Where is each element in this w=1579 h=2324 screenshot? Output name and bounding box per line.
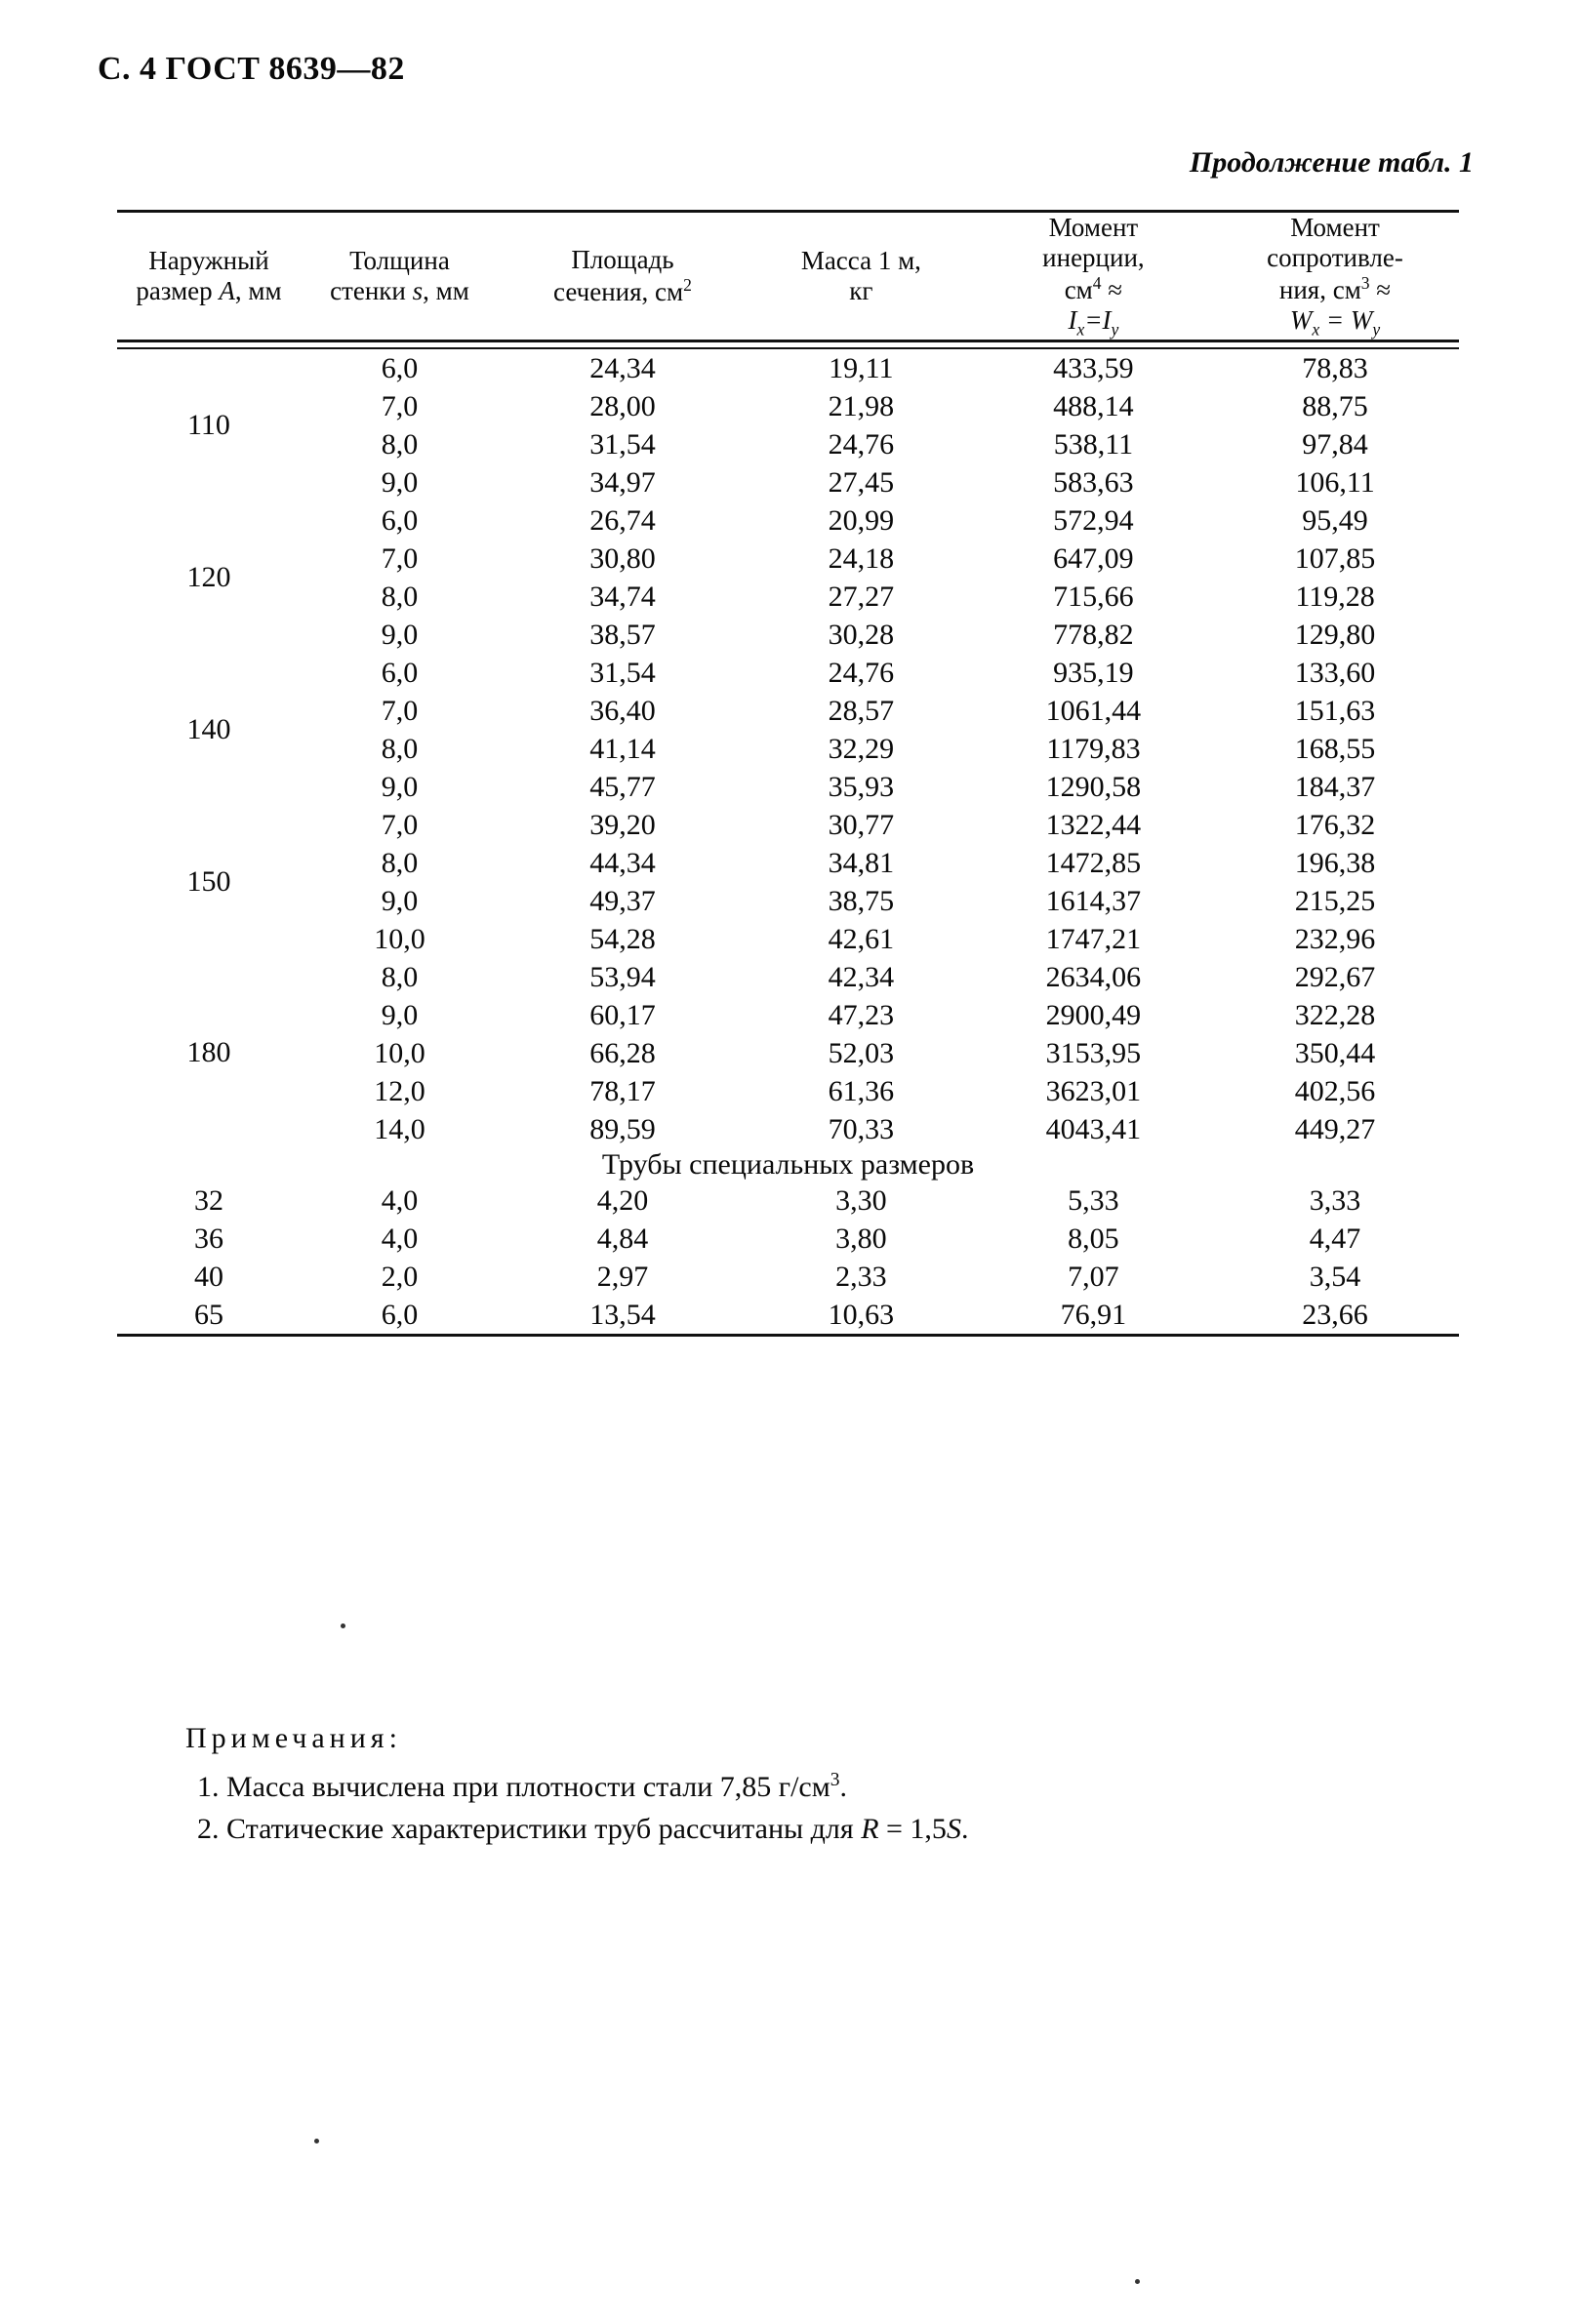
cell-inertia-list: 2634,06 2900,49 3153,95 3623,01 4043,41 bbox=[1045, 960, 1142, 1145]
header-moment-inertia-line3: $см^4$ ≈ bbox=[1064, 273, 1123, 305]
cell-resistance-list: 95,49 107,85 119,28 129,80 bbox=[1294, 503, 1376, 651]
cell-area-list: 31,54 36,40 41,14 45,77 bbox=[589, 656, 656, 803]
header-moment-inertia bbox=[976, 212, 1211, 306]
cell-outer-size: 110 bbox=[187, 408, 230, 441]
cell-inertia-list: 1322,44 1472,85 1614,37 1747,21 bbox=[1045, 808, 1142, 955]
header-wall-thickness-line2: стенки s, мм bbox=[330, 275, 469, 305]
cell-area-list: 4,20 4,84 2,97 13,54 bbox=[589, 1183, 656, 1331]
subheader-wx-wy: $W_x = W_y$ bbox=[1289, 305, 1381, 340]
cell-outer-size-list: 32 36 40 65 bbox=[193, 1183, 223, 1331]
pipe-specification-table bbox=[117, 210, 1459, 1337]
cell-outer-size: 120 bbox=[186, 560, 231, 593]
cell-mass-list: 42,34 47,23 52,03 61,36 70,33 bbox=[828, 960, 895, 1145]
header-moment-resistance-line2: сопротивле- bbox=[1267, 243, 1403, 273]
cell-resistance-list: 133,60 151,63 168,55 184,37 bbox=[1294, 656, 1376, 803]
notes-section bbox=[185, 1717, 968, 1851]
table-row bbox=[117, 654, 1459, 806]
header-section-area-line2: сечения, $см^2$ bbox=[553, 274, 692, 306]
scan-artifact-dot bbox=[314, 2139, 319, 2144]
cell-wall-thickness-list: 7,0 8,0 9,0 10,0 bbox=[374, 808, 425, 955]
cell-mass-list: 30,77 34,81 38,75 42,61 bbox=[828, 808, 895, 955]
table-row bbox=[117, 348, 1459, 501]
page-header: С. 4 ГОСТ 8639—82 bbox=[98, 51, 405, 87]
header-moment-inertia-line2: инерции, bbox=[1042, 243, 1145, 273]
cell-mass-list: 3,30 3,80 2,33 10,63 bbox=[828, 1183, 895, 1331]
header-outer-size bbox=[117, 212, 301, 341]
cell-resistance-list: 176,32 196,38 215,25 232,96 bbox=[1294, 808, 1376, 955]
header-moment-resistance bbox=[1211, 212, 1459, 306]
header-section-area bbox=[499, 212, 747, 341]
cell-resistance-list: 3,33 4,47 3,54 23,66 bbox=[1302, 1183, 1368, 1331]
subheader-ix-iy: $I_x=I_y$ bbox=[1068, 305, 1119, 340]
cell-area-list: 39,20 44,34 49,37 54,28 bbox=[589, 808, 656, 955]
specification-table-wrapper bbox=[117, 210, 1459, 1337]
cell-outer-size: 180 bbox=[186, 1036, 231, 1069]
header-mass-line2: кг bbox=[849, 275, 873, 305]
note-item-1: 1. Масса вычислена при плотности стали 7,85 $г/см^3$. bbox=[197, 1769, 847, 1803]
table-header-row bbox=[117, 212, 1459, 306]
header-wall-thickness-line1: Толщина bbox=[349, 245, 450, 275]
cell-mass-list: 20,99 24,18 27,27 30,28 bbox=[828, 503, 895, 651]
special-sizes-band-row bbox=[117, 1148, 1459, 1182]
cell-inertia-list: 433,59 488,14 538,11 583,63 bbox=[1053, 351, 1134, 499]
header-moment-inertia-line1: Момент bbox=[1048, 213, 1139, 242]
header-moment-resistance-line1: Момент bbox=[1290, 213, 1380, 242]
table-row bbox=[117, 1182, 1459, 1336]
header-moment-resistance-line3: ния, $см^3$ ≈ bbox=[1278, 273, 1392, 305]
table-row bbox=[117, 806, 1459, 958]
cell-wall-thickness-list: 4,0 4,0 2,0 6,0 bbox=[381, 1183, 419, 1331]
table-continuation-label: Продолжение табл. 1 bbox=[1189, 146, 1474, 179]
cell-inertia-list: 572,94 647,09 715,66 778,82 bbox=[1053, 503, 1134, 651]
cell-inertia-list: 935,19 1061,44 1179,83 1290,58 bbox=[1045, 656, 1142, 803]
cell-mass-list: 24,76 28,57 32,29 35,93 bbox=[828, 656, 895, 803]
scan-artifact-dot bbox=[341, 1623, 345, 1628]
header-section-area-line1: Площадь bbox=[571, 244, 674, 274]
special-sizes-band: Трубы специальных размеров bbox=[601, 1147, 975, 1181]
cell-wall-thickness-list: 6,0 7,0 8,0 9,0 bbox=[381, 503, 419, 651]
header-double-rule-row bbox=[117, 341, 1459, 348]
scan-artifact-dot bbox=[1135, 2279, 1140, 2284]
cell-resistance-list: 292,67 322,28 350,44 402,56 449,27 bbox=[1294, 960, 1376, 1145]
table-row bbox=[117, 501, 1459, 654]
header-wall-thickness bbox=[301, 212, 499, 341]
table-row bbox=[117, 958, 1459, 1148]
header-mass-line1: Масса 1 м, bbox=[800, 245, 921, 275]
cell-area-list: 53,94 60,17 66,28 78,17 89,59 bbox=[589, 960, 656, 1145]
cell-area-list: 26,74 30,80 34,74 38,57 bbox=[589, 503, 656, 651]
cell-area-list: 24,34 28,00 31,54 34,97 bbox=[589, 351, 656, 499]
cell-outer-size: 150 bbox=[186, 864, 231, 898]
header-outer-size-line2: размер A, мм bbox=[136, 275, 282, 305]
header-mass bbox=[747, 212, 976, 341]
notes-title: Примечания: bbox=[185, 1722, 402, 1754]
cell-mass-list: 19,11 21,98 24,76 27,45 bbox=[828, 351, 895, 499]
header-double-rule bbox=[117, 341, 1459, 348]
cell-wall-thickness-list: 6,0 7,0 8,0 9,0 bbox=[381, 351, 419, 499]
cell-outer-size: 140 bbox=[186, 712, 231, 745]
cell-wall-thickness-list: 8,0 9,0 10,0 12,0 14,0 bbox=[374, 960, 425, 1145]
cell-wall-thickness-list: 6,0 7,0 8,0 9,0 bbox=[381, 656, 419, 803]
cell-inertia-list: 5,33 8,05 7,07 76,91 bbox=[1060, 1183, 1127, 1331]
cell-resistance-list: 78,83 88,75 97,84 106,11 bbox=[1295, 351, 1375, 499]
header-outer-size-line1: Наружный bbox=[148, 245, 269, 275]
note-item-2: 2. Статические характеристики труб рассчитаны для R = 1,5S. bbox=[197, 1813, 969, 1845]
